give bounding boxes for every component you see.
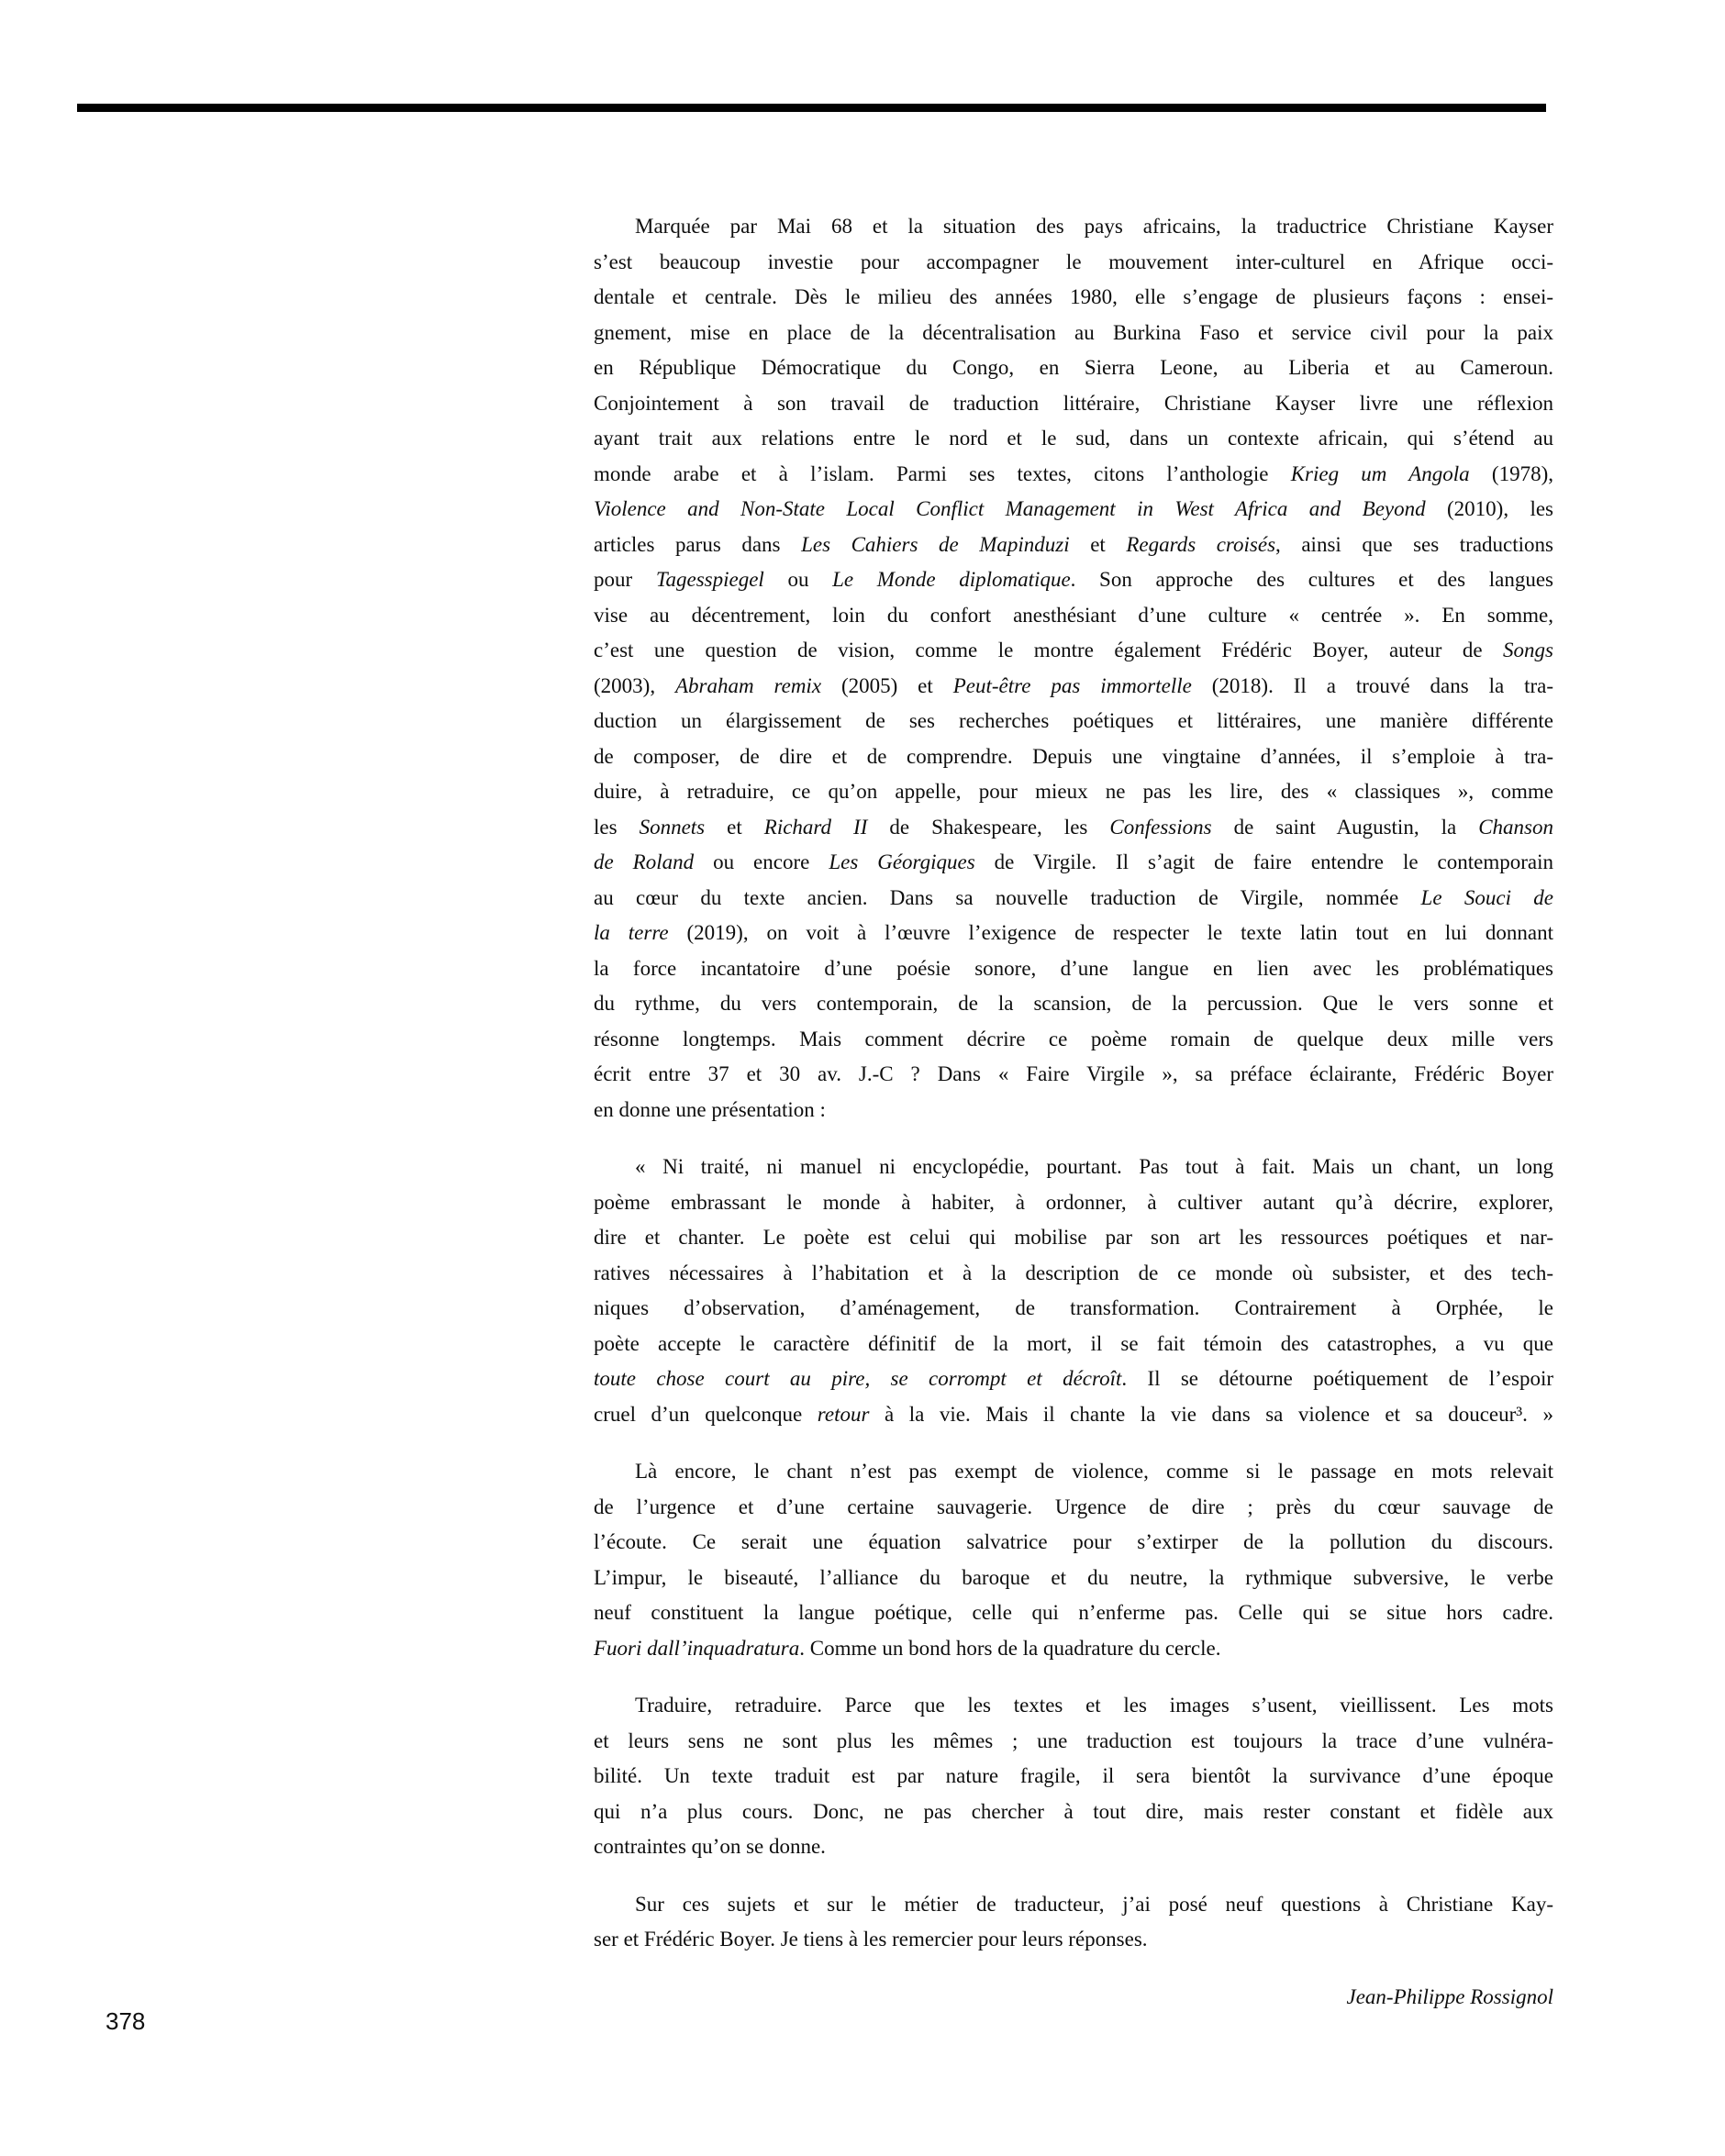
- text-line: ser et Frédéric Boyer. Je tiens à les remercier pour leurs réponses.: [594, 1928, 1148, 1950]
- text-line: dentale et centrale. Dès le milieu des années 1980, elle s’engage de plusieurs façons : ensei-: [594, 285, 1553, 308]
- text-line: s’est beaucoup investie pour accompagner le mouvement inter-culturel en Afrique occi-: [594, 250, 1553, 273]
- text-line: Sur ces sujets et sur le métier de traducteur, j’ai posé neuf questions à Christiane Kay-: [635, 1892, 1553, 1916]
- text-line: Marquée par Mai 68 et la situation des pays africains, la traductrice Christiane Kayser: [635, 215, 1553, 238]
- text-line: vise au décentrement, loin du confort anesthésiant d’une culture « centrée ». En somme,: [594, 603, 1553, 627]
- text-line: L’impur, le biseauté, l’alliance du baroque et du neutre, la rythmique subversive, le verbe: [594, 1565, 1553, 1589]
- text-line: gnement, mise en place de la décentralisation au Burkina Faso et service civil pour la paix: [594, 320, 1553, 344]
- text-line: de l’urgence et d’une certaine sauvagerie. Urgence de dire ; près du cœur sauvage de: [594, 1495, 1553, 1518]
- text-line: cruel d’un quelconque retour à la vie. Mais il chante la vie dans sa violence et sa douceur³. »: [594, 1402, 1553, 1426]
- text-line: « Ni traité, ni manuel ni encyclopédie, pourtant. Pas tout à fait. Mais un chant, un long: [635, 1155, 1553, 1178]
- paragraph-la-encore: [594, 1454, 1553, 1666]
- text-line: bilité. Un texte traduit est par nature fragile, il sera bientôt la survivance d’une époque: [594, 1764, 1553, 1787]
- paragraph-traduire: [594, 1688, 1553, 1865]
- text-line: l’écoute. Ce serait une équation salvatrice pour s’extirper de la pollution du discours.: [594, 1530, 1553, 1553]
- text-line: et leurs sens ne sont plus les mêmes ; une traduction est toujours la trace d’une vulnéra-: [594, 1728, 1553, 1752]
- text-line: qui n’a plus cours. Donc, ne pas chercher à tout dire, mais rester constant et fidèle aux: [594, 1799, 1553, 1823]
- text-line: Fuori dall’inquadratura. Comme un bond hors de la quadrature du cercle.: [594, 1636, 1221, 1660]
- paragraph-sur-ces-sujets: [594, 1887, 1553, 1958]
- text-line: écrit entre 37 et 30 av. J.-C ? Dans « Faire Virgile », sa préface éclairante, Frédéric Boyer: [594, 1062, 1553, 1085]
- text-line: ratives nécessaires à l’habitation et à la description de ce monde où subsister, et des tech-: [594, 1261, 1553, 1284]
- signature: Jean-Philippe Rossignol: [1346, 1984, 1553, 2008]
- text-line: neuf constituent la langue poétique, celle qui n’enferme pas. Celle qui se situe hors cadre.: [594, 1601, 1553, 1624]
- text-line: résonne longtemps. Mais comment décrire ce poème romain de quelque deux mille vers: [594, 1027, 1553, 1050]
- paragraph-intro: [594, 209, 1553, 1128]
- text-line: du rythme, du vers contemporain, de la scansion, de la percussion. Que le vers sonne et: [594, 992, 1553, 1015]
- text-line: Là encore, le chant n’est pas exempt de violence, comme si le passage en mots relevait: [635, 1460, 1553, 1483]
- text-line: ayant trait aux relations entre le nord et le sud, dans un contexte africain, qui s’étend au: [594, 427, 1553, 450]
- text-line: la force incantatoire d’une poésie sonore, d’une langue en lien avec les problématiques: [594, 956, 1553, 980]
- text-line: en donne une présentation :: [594, 1097, 826, 1121]
- text-line: de composer, de dire et de comprendre. Depuis une vingtaine d’années, il s’emploie à tra-: [594, 744, 1553, 768]
- text-line: les Sonnets et Richard II de Shakespeare, les Confessions de saint Augustin, la Chanson: [594, 815, 1553, 839]
- text-line: niques d’observation, d’aménagement, de transformation. Contrairement à Orphée, le: [594, 1296, 1553, 1319]
- paragraph-quote: [594, 1150, 1553, 1432]
- text-line: Conjointement à son travail de traduction littéraire, Christiane Kayser livre une réflexion: [594, 391, 1553, 415]
- text-line: articles parus dans Les Cahiers de Mapinduzi et Regards croisés, ainsi que ses traductions: [594, 532, 1553, 556]
- text-line: duction un élargissement de ses recherches poétiques et littéraires, une manière différente: [594, 709, 1553, 732]
- text-line: poème embrassant le monde à habiter, à ordonner, à cultiver autant qu’à décrire, explorer,: [594, 1190, 1553, 1214]
- text-line: contraintes qu’on se donne.: [594, 1835, 826, 1858]
- header-rule: [77, 104, 1546, 112]
- text-line: de Roland ou encore Les Géorgiques de Virgile. Il s’agit de faire entendre le contemporain: [594, 850, 1553, 873]
- text-line: Traduire, retraduire. Parce que les textes et les images s’usent, vieillissent. Les mots: [635, 1694, 1553, 1717]
- text-line: en République Démocratique du Congo, en Sierra Leone, au Liberia et au Cameroun.: [594, 356, 1553, 379]
- page-number: 378: [106, 2007, 146, 2035]
- text-line: la terre (2019), on voit à l’œuvre l’exigence de respecter le texte latin tout en lui donnant: [594, 921, 1553, 944]
- text-line: poète accepte le caractère définitif de la mort, il se fait témoin des catastrophes, a vu que: [594, 1331, 1553, 1355]
- text-line: duire, à retraduire, ce qu’on appelle, pour mieux ne pas les lire, des « classiques », comme: [594, 780, 1553, 803]
- text-line: pour Tagesspiegel ou Le Monde diplomatique. Son approche des cultures et des langues: [594, 568, 1553, 591]
- text-line: monde arabe et à l’islam. Parmi ses textes, citons l’anthologie Krieg um Angola (1978),: [594, 461, 1553, 485]
- text-line: c’est une question de vision, comme le montre également Frédéric Boyer, auteur de Songs: [594, 639, 1553, 661]
- text-column: [594, 209, 1553, 2015]
- text-line: toute chose court au pire, se corrompt et décroît. Il se détourne poétiquement de l’espoir: [594, 1367, 1553, 1390]
- text-line: (2003), Abraham remix (2005) et Peut-être pas immortelle (2018). Il a trouvé dans la tra-: [594, 673, 1554, 697]
- text-line: au cœur du texte ancien. Dans sa nouvelle traduction de Virgile, nommée Le Souci de: [594, 885, 1553, 909]
- text-line: Violence and Non-State Local Conflict Management in West Africa and Beyond (2010), les: [594, 497, 1553, 520]
- text-line: dire et chanter. Le poète est celui qui mobilise par son art les ressources poétiques et nar-: [594, 1226, 1553, 1249]
